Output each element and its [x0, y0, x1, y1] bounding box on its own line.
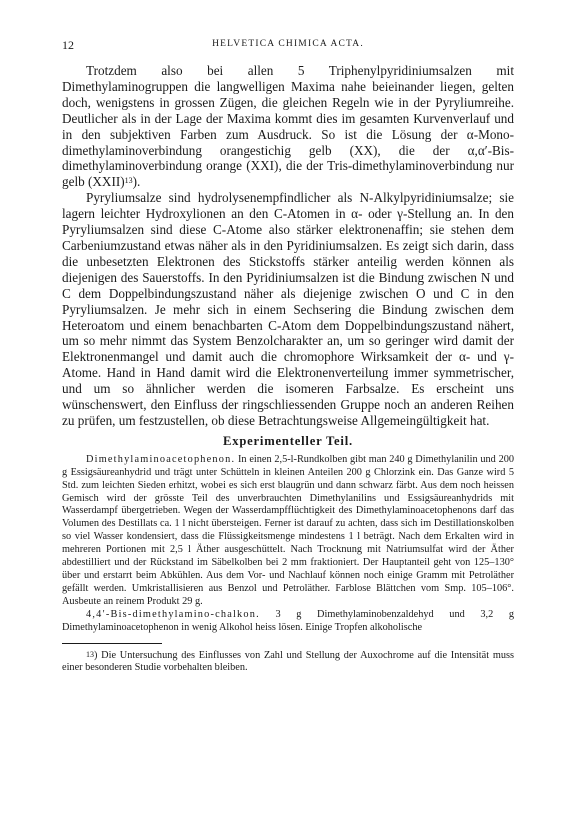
footnote-divider	[62, 643, 162, 644]
section-title: Experimenteller Teil.	[223, 433, 353, 448]
paragraph: Pyryliumsalze sind hydrolysenempfindlicher als N-Alkylpyridiniumsalze; sie lagern leichter Hydroxylionen an den C-Atomen in α- oder γ-Stellung an. In den Pyryliumsalzen sind diese C-Atome also stärker elektronenaffin; sie stehen dem Carbeniumzustand etwas näher als in den Pyridiniumsalzen. Es zeigt sich darin, dass die unbesetzten Elektronen des Stickstoffs stärker anteilig werden können als diejenigen des Sauerstoffs. In den Pyridiniumsalzen ist die Bindung zwischen N und C dem Doppelbindungszustand näher als diejenige zwischen O und C in den Pyryliumsalzen. Je mehr sich in einem Sechsering die Bindung zwischen dem Heteroatom und einem benachbarten C-Atom dem Doppelbindungszustand nähert, um so mehr nimmt das System Benzolcharakter an, um so geringer wird damit der Elektronenmangel und damit auch die chromophore Wirksamkeit der α- und γ-Atome. Hand in Hand damit wird die Elektronenverteilung immer symmetrischer, und um so ähnlicher werden die isomeren Farbsalze. Es erscheint uns wünschenswert, den Einfluss der ringschliessenden Gruppe noch an anderen Reihen zu prüfen, um festzustellen, ob diese Betrachtungsweise Allgemeingültigkeit hat.	[62, 190, 514, 428]
compound-name: Dimethylaminoacetophenon.	[86, 453, 236, 465]
footnote: $^{13}$) Die Untersuchung des Einflusses von Zahl und Stellung der Auxochrome auf die Intensität muss einer besonderen Studie vorbehalten bleiben.	[62, 649, 514, 674]
footnote-ref: 13	[124, 176, 133, 186]
journal-title: HELVETICA CHIMICA ACTA.	[212, 39, 364, 49]
compound-name: 4,4′-Bis-dimethylamino-chalkon.	[86, 608, 260, 620]
experimental-paragraph: Dimethylaminoacetophenon. In einen 2,5-l-Rundkolben gibt man 240 g Dimethylanilin und 200 g Essigsäureanhydrid und trägt unter Schütteln in kleinen Anteilen 200 g Chlorzink ein. Das Ganze wird 5 Std. zum leichten Sieden erhitzt, wobei es sich erst blaugrün und dann schwarz färbt. Aus dem noch heissen Gemisch wird der grösste Teil des unverbrauchten Dimethylanilins und Essigsäureanhydrids mit Wasserdampf übergetrieben. Wegen der Wasserdampfflüchtigkeit des Dimethylaminoacetophenons darf das Volumen des Destillats ca. 1 l nicht übersteigen. Ferner ist darauf zu achten, dass sich im Destillationskolben so viel Wasser kondensiert, dass die Flüssigkeitsmenge mindestens 1 l beträgt. Nach dem Erkalten wird in mehreren Portionen mit 2,5 l Äther ausgeschüttelt. Nach Trocknung mit Natriumsulfat wird der Äther abdestilliert und der Rückstand im Säbelkolben bei 2 mm fraktioniert. Der Hauptanteil geht von 125–130° über und erstarrt beim Abkühlen. Aus dem Vor- und Nachlauf können noch einige Gramm mit Petroläther gefällt werden. Umkristallisieren aus Benzol und Petroläther. Farblose Blättchen vom Smp. 105–106°. Ausbeute an reinem Produkt 29 g.	[62, 453, 515, 607]
paragraph: Trotzdem also bei allen 5 Triphenylpyridiniumsalzen mit Dimethylaminogruppen die langwelligen Maxima nahe beieinander liegen, gelten doch, wenigstens in grossen Zügen, die gleichen Regeln wie in der Pyryliumreihe. Deutlicher als in der Lage der Maxima kommt dies im gesamten Kurvenverlauf und in den subjektiven Farben zum Ausdruck. So ist die Lösung der α-Mono-dimethylaminoverbindung orangestichig gelb (XX), die der α,α′-Bis-dimethylaminoverbindung orange (XXI), die der Tris-dimethylaminoverbindung nur gelb (XXII)$^{13}$).	[62, 63, 514, 190]
footnote-number: 13	[86, 649, 94, 659]
article-body	[62, 63, 514, 675]
page-number: 12	[62, 38, 74, 52]
experimental-paragraph: 4,4′-Bis-dimethylamino-chalkon. 3 g Dimethylaminobenzaldehyd und 3,2 g Dimethylaminoacetophenon in wenig Alkohol heiss lösen. Einige Tropfen alkoholische	[62, 608, 514, 633]
page-header	[62, 38, 514, 54]
